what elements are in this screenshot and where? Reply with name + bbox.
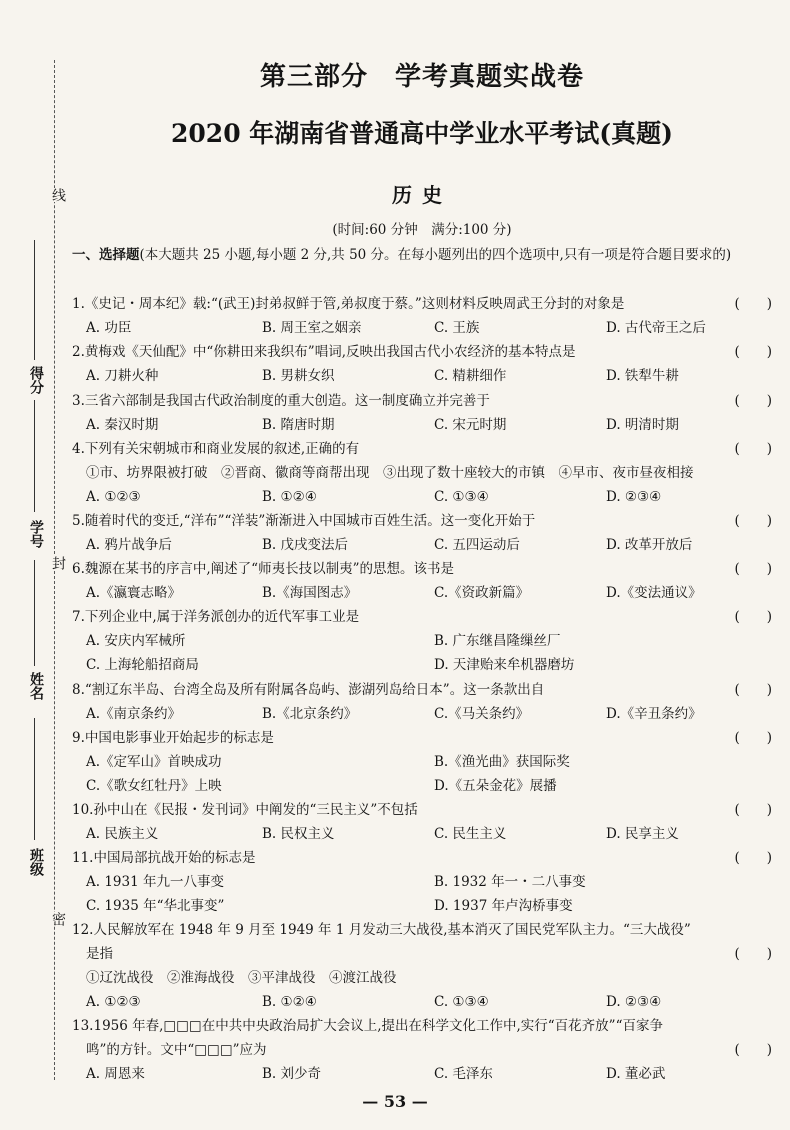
class-label: 班级 (28, 848, 44, 876)
question-7 (72, 605, 772, 629)
question-stem: 7.下列企业中,属于洋务派创办的近代军事工业是 (72, 609, 360, 625)
question-stem-continued: 是指 (86, 946, 113, 962)
option-b: B.《北京条约》 (262, 706, 358, 722)
option-a: A. 周恩来 (86, 1066, 145, 1082)
statement-list: ①辽沈战役 ②淮海战役 ③平津战役 ④渡江战役 (86, 970, 397, 986)
option-a: A. 刀耕火种 (86, 368, 159, 384)
question-7-options-row2 (72, 653, 772, 677)
question-2-options (72, 364, 772, 388)
student-id-label: 学号 (28, 520, 44, 548)
answer-bracket: ( ) (734, 946, 772, 962)
question-9-options-row2 (72, 774, 772, 798)
question-12-options (72, 990, 772, 1014)
option-c: C. 五四运动后 (434, 537, 520, 553)
question-12 (72, 918, 772, 942)
question-5-options (72, 533, 772, 557)
seal-mark-close: 密 (50, 912, 66, 926)
question-12-stem-cont (72, 942, 772, 966)
option-b: B. 刘少奇 (262, 1066, 322, 1082)
question-6 (72, 557, 772, 581)
option-d: D. 天津贻来牟机器磨坊 (434, 657, 575, 673)
option-d: D.《五朵金花》展播 (434, 778, 557, 794)
name-blank (34, 560, 35, 666)
option-c: C.《马关条约》 (434, 706, 530, 722)
exam-title: 2020 年湖南省普通高中学业水平考试(真题) (171, 119, 673, 148)
question-13-options (72, 1062, 772, 1086)
statement-list: ①市、坊界限被打破 ②晋商、徽商等商帮出现 ③出现了数十座较大的市镇 ④早市、夜市昼夜相接 (86, 465, 694, 481)
question-9-options-row1 (72, 750, 772, 774)
question-13 (72, 1014, 772, 1038)
question-3-options (72, 413, 772, 437)
seal-mark-line: 线 (50, 188, 66, 202)
section-heading: 一、选择题 (72, 247, 140, 263)
option-a: A. 安庆内军械所 (86, 633, 186, 649)
question-4-options (72, 485, 772, 509)
option-c: C. 上海轮船招商局 (86, 657, 199, 673)
question-8-options (72, 702, 772, 726)
part-title: 第三部分 学考真题实战卷 (259, 62, 584, 92)
option-d: D. 铁犁牛耕 (606, 368, 679, 384)
question-8 (72, 678, 772, 702)
option-c: C. 毛泽东 (434, 1066, 493, 1082)
question-2 (72, 340, 772, 364)
exam-paper (72, 0, 772, 1130)
option-b: B.《海国图志》 (262, 585, 358, 601)
question-stem: 2.黄梅戏《天仙配》中“你耕田来我织布”唱词,反映出我国古代小农经济的基本特点是 (72, 344, 576, 360)
answer-bracket: ( ) (734, 441, 772, 457)
option-c: C. 民生主义 (434, 826, 507, 842)
option-a: A. ①②③ (86, 489, 141, 505)
option-a: A.《瀛寰志略》 (86, 585, 182, 601)
section-description: (本大题共 25 小题,每小题 2 分,共 50 分。在每小题列出的四个选项中,只有一项是符合题目要求的) (139, 247, 732, 263)
question-stem: 6.魏源在某书的序言中,阐述了“师夷长技以制夷”的思想。该书是 (72, 561, 454, 577)
option-c: C.《资政新篇》 (434, 585, 530, 601)
score-blank (34, 240, 35, 360)
option-d: D.《变法通议》 (606, 585, 702, 601)
time-info: (时间:60 分钟 满分:100 分) (332, 222, 512, 238)
question-3 (72, 389, 772, 413)
option-b: B. 隋唐时期 (262, 417, 335, 433)
question-stem: 8.“割辽东半岛、台湾全岛及所有附属各岛屿、澎湖列岛给日本”。这一条款出自 (72, 682, 545, 698)
question-5 (72, 509, 772, 533)
option-b: B. 民权主义 (262, 826, 335, 842)
question-6-options (72, 581, 772, 605)
option-c: C.《歌女红牡丹》上映 (86, 778, 222, 794)
option-c: C. 王族 (434, 320, 480, 336)
question-stem: 11.中国局部抗战开始的标志是 (72, 850, 256, 866)
question-stem: 5.随着时代的变迁,“洋布”“洋装”渐渐进入中国城市百姓生活。这一变化开始于 (72, 513, 536, 529)
seal-line (54, 60, 55, 1080)
question-1-options (72, 316, 772, 340)
option-a: A.《南京条约》 (86, 706, 182, 722)
option-b: B. ①②④ (262, 994, 317, 1010)
option-a: A. 1931 年九一八事变 (86, 874, 224, 890)
option-a: A. 鸦片战争后 (86, 537, 172, 553)
option-c: C. 宋元时期 (434, 417, 507, 433)
question-9 (72, 726, 772, 750)
question-11-options-row2 (72, 894, 772, 918)
option-c: C. 1935 年“华北事变” (86, 898, 225, 914)
question-stem: 4.下列有关宋朝城市和商业发展的叙述,正确的有 (72, 441, 360, 457)
option-d: D. ②③④ (606, 994, 662, 1010)
option-b: B.《渔光曲》获国际奖 (434, 754, 570, 770)
answer-bracket: ( ) (734, 730, 772, 746)
question-1 (72, 292, 772, 316)
answer-bracket: ( ) (734, 393, 772, 409)
question-stem-continued: 鸣”的方针。文中“□□□”应为 (86, 1042, 267, 1058)
answer-bracket: ( ) (734, 850, 772, 866)
answer-bracket: ( ) (734, 296, 772, 312)
question-stem: 9.中国电影事业开始起步的标志是 (72, 730, 274, 746)
question-7-options-row1 (72, 629, 772, 653)
option-d: D. ②③④ (606, 489, 662, 505)
option-d: D. 1937 年卢沟桥事变 (434, 898, 573, 914)
answer-bracket: ( ) (734, 682, 772, 698)
question-stem: 13.1956 年春,□□□在中共中央政治局扩大会议上,提出在科学文化工作中,实行“百花齐放”“百家争 (72, 1018, 663, 1034)
option-d: D. 古代帝王之后 (606, 320, 706, 336)
answer-bracket: ( ) (734, 344, 772, 360)
class-blank (34, 718, 35, 840)
question-10-options (72, 822, 772, 846)
answer-bracket: ( ) (734, 561, 772, 577)
answer-bracket: ( ) (734, 513, 772, 529)
option-c: C. ①③④ (434, 489, 489, 505)
answer-bracket: ( ) (734, 609, 772, 625)
section-intro (72, 244, 772, 292)
option-d: D. 董必武 (606, 1066, 666, 1082)
option-b: B. 广东继昌隆缫丝厂 (434, 633, 561, 649)
option-d: D.《辛丑条约》 (606, 706, 702, 722)
question-4 (72, 437, 772, 461)
question-stem: 12.人民解放军在 1948 年 9 月至 1949 年 1 月发动三大战役,基本消灭了国民党军队主力。“三大战役” (72, 922, 691, 938)
answer-bracket: ( ) (734, 802, 772, 818)
page-number: — 53 — (362, 1092, 428, 1111)
question-10 (72, 798, 772, 822)
option-d: D. 改革开放后 (606, 537, 693, 553)
question-12-statements (72, 966, 772, 990)
option-b: B. 1932 年一・二八事变 (434, 874, 586, 890)
option-b: B. ①②④ (262, 489, 317, 505)
option-a: A. 秦汉时期 (86, 417, 159, 433)
option-c: C. 精耕细作 (434, 368, 507, 384)
question-11 (72, 846, 772, 870)
answer-bracket: ( ) (734, 1042, 772, 1058)
question-13-stem-cont (72, 1038, 772, 1062)
binding-margin (0, 0, 66, 1130)
question-11-options-row1 (72, 870, 772, 894)
option-c: C. ①③④ (434, 994, 489, 1010)
question-stem: 1.《史记・周本纪》载:“(武王)封弟叔鲜于管,弟叔度于蔡。”这则材料反映周武王分封的对象是 (72, 296, 625, 312)
option-b: B. 戊戌变法后 (262, 537, 349, 553)
option-a: A. 民族主义 (86, 826, 159, 842)
option-a: A. ①②③ (86, 994, 141, 1010)
seal-mark-seal: 封 (50, 556, 66, 570)
option-b: B. 男耕女织 (262, 368, 335, 384)
option-a: A. 功臣 (86, 320, 132, 336)
name-label: 姓名 (28, 672, 44, 700)
question-stem: 3.三省六部制是我国古代政治制度的重大创造。这一制度确立并完善于 (72, 393, 490, 409)
option-a: A.《定军山》首映成功 (86, 754, 222, 770)
student-id-blank (34, 400, 35, 512)
subject-title: 历史 (392, 183, 452, 207)
question-4-statements (72, 461, 772, 485)
score-label: 得分 (28, 366, 44, 394)
option-d: D. 明清时期 (606, 417, 679, 433)
option-b: B. 周王室之姻亲 (262, 320, 362, 336)
question-stem: 10.孙中山在《民报・发刊词》中阐发的“三民主义”不包括 (72, 802, 418, 818)
option-d: D. 民享主义 (606, 826, 679, 842)
